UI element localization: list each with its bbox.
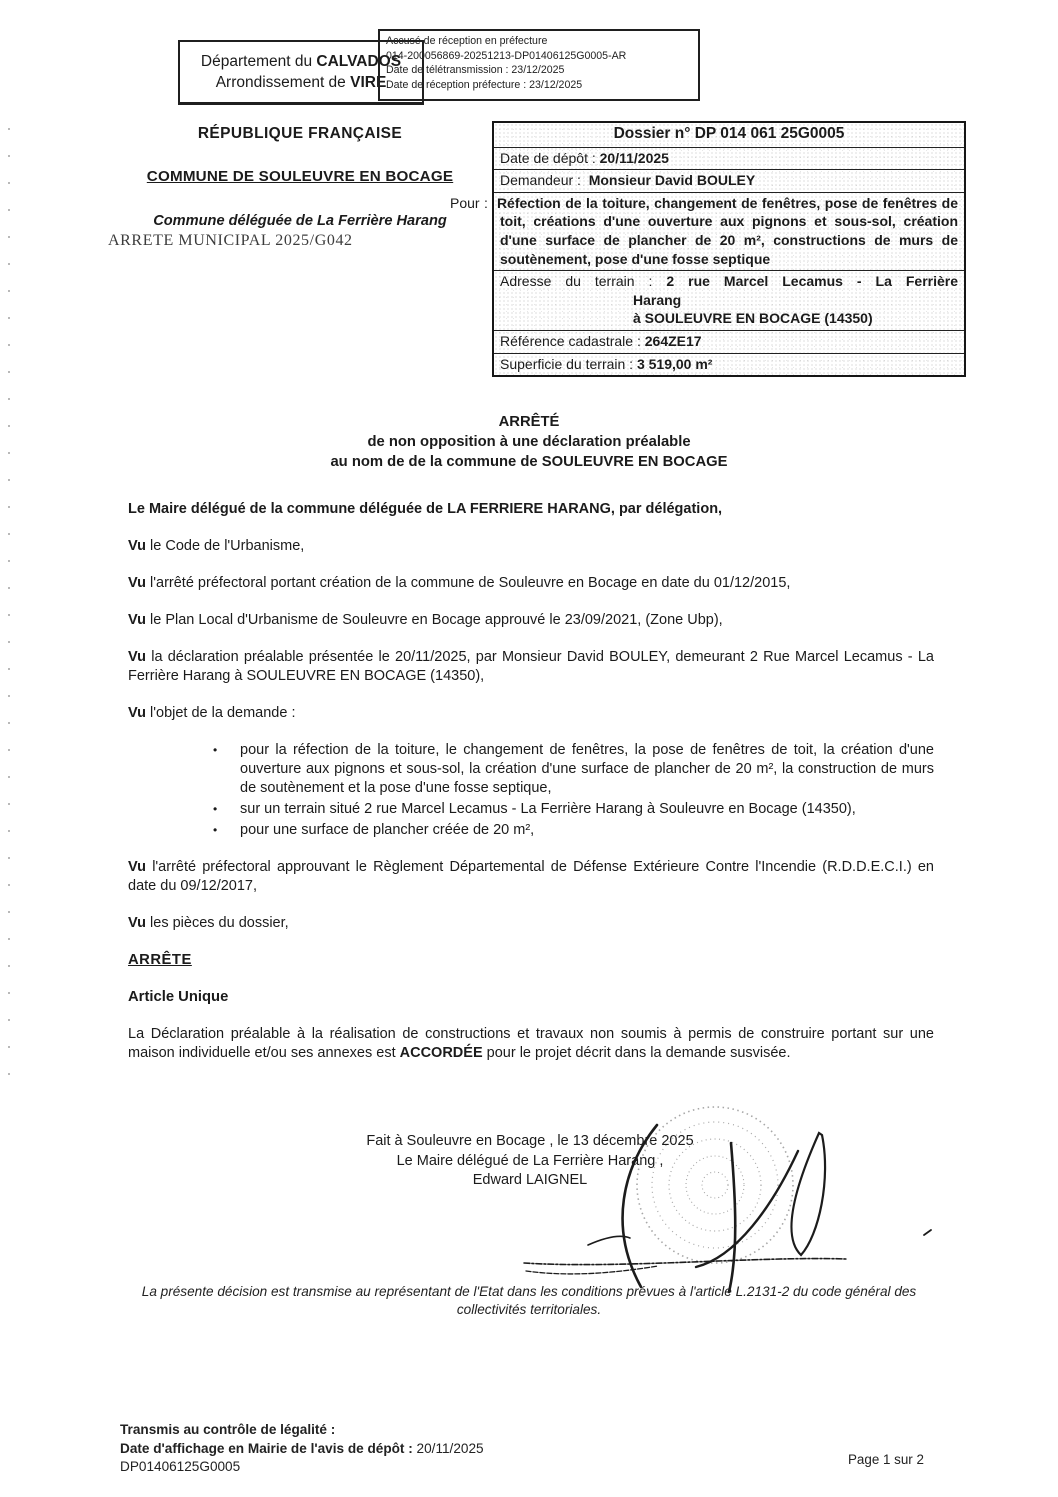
republique-francaise-title: RÉPUBLIQUE FRANÇAISE	[197, 125, 403, 142]
arrondissement-line: Arrondissement de VIRE	[215, 74, 387, 91]
dossier-demandeur: Demandeur : Monsieur David BOULEY	[494, 169, 964, 192]
arrete-title: ARRÊTÉ	[498, 414, 560, 430]
prefecture-receipt-box	[378, 29, 700, 101]
receipt-reception-date: Date de réception préfecture : 23/12/2025	[386, 78, 583, 91]
dossier-adresse-terrain	[494, 270, 964, 330]
arrete-subtitle-2: au nom de de la commune de SOULEUVRE EN BOCAGE	[330, 454, 728, 470]
bullet-icon: •	[213, 823, 218, 837]
dossier-reference-cadastrale: Référence cadastrale : 264ZE17	[494, 330, 964, 353]
stamp-and-signature	[510, 1095, 960, 1300]
signature-strokes-icon	[524, 1125, 931, 1292]
receipt-reference: 014-200056869-20251213-DP01406125G0005-AR	[386, 49, 627, 62]
paragraph-maire: Le Maire délégué de la commune déléguée de LA FERRIERE HARANG, par délégation,	[128, 501, 723, 517]
dossier-objet: Pour : Réfection de la toiture, changement de fenêtres, pose de fenêtres de toit, créations d'une ouverture aux pignons et sous-sol, création d'une surface de plancher de 20 m², constructions de murs de soutènement, pose d'une fosse septique	[494, 192, 964, 270]
arrete-subtitle-1: de non opposition à une déclaration préalable	[367, 434, 691, 450]
bullet-icon: •	[213, 802, 218, 816]
commune-title: COMMUNE DE SOULEUVRE EN BOCAGE	[146, 168, 454, 185]
round-stamp-icon	[637, 1107, 793, 1263]
footer-affichage-date: Date d'affichage en Mairie de l'avis de dépôt : 20/11/2025	[120, 1440, 484, 1456]
paragraph-vu-4: Vu la déclaration préalable présentée le 20/11/2025, par Monsieur David BOULEY, demeurant 2 Rue Marcel Lecamus - La Ferrière Harang à SOULEUVRE EN BOCAGE (14350),	[128, 649, 934, 684]
adresse-line1: Adresse du terrain : 2 rue Marcel Lecamus - La Ferrière	[500, 273, 959, 290]
receipt-teletransmission-date: Date de télétransmission : 23/12/2025	[386, 64, 565, 77]
list-item: • sur un terrain situé 2 rue Marcel Lecamus - La Ferrière Harang à Souleuvre en Bocage (14350),	[213, 801, 856, 817]
paragraph-vu-7: Vu les pièces du dossier,	[128, 915, 289, 931]
arrete-main-heading	[0, 412, 1058, 472]
list-item: • pour la réfection de la toiture, le changement de fenêtres, la pose de fenêtres de toit, la création d'une ouverture aux pignons et sous-sol, la création d'une surface de plancher de 20 m², la construction de murs de soutènement et la pose d'une fosse septique,	[213, 742, 934, 796]
dossier-number: Dossier n° DP 014 061 25G0005	[613, 125, 845, 142]
signature-function: Le Maire délégué de La Ferrière Harang ,	[396, 1152, 664, 1169]
left-heading-column	[108, 125, 492, 250]
paragraph-article-unique: La Déclaration préalable à la réalisation de constructions et travaux non soumis à permis de construire portant sur une maison individuelle et/ou ses annexes est ACCORDÉE pour le projet décrit dans la demande susvisée.	[128, 1026, 934, 1061]
footer-block	[120, 1421, 484, 1477]
dossier-superficie: Superficie du terrain : 3 519,00 m²	[494, 353, 964, 376]
page-number: Page 1 sur 2	[848, 1452, 924, 1467]
transmission-note: La présente décision est transmise au représentant de l'Etat dans les conditions prévues à l'article L.2131-2 du code général des collectivités territoriales.	[141, 1284, 917, 1317]
footer-controle-legalite: Transmis au contrôle de légalité :	[120, 1422, 336, 1437]
paragraph-vu-5: Vu l'objet de la demande :	[128, 705, 296, 721]
footer-dossier-ref: DP01406125G0005	[120, 1459, 241, 1474]
paragraph-vu-3: Vu le Plan Local d'Urbanisme de Souleuvre en Bocage approuvé le 23/09/2021, (Zone Ubp),	[128, 612, 723, 628]
department-line: Département du CALVADOS	[200, 53, 402, 70]
dossier-date-depot: Date de dépôt : 20/11/2025	[494, 147, 964, 170]
signature-name: Edward LAIGNEL	[472, 1172, 588, 1188]
adresse-line3: à SOULEUVRE EN BOCAGE (14350)	[633, 310, 873, 327]
paragraph-vu-2: Vu l'arrêté préfectoral portant création de la commune de Souleuvre en Bocage en date du 01/12/2015,	[128, 575, 791, 591]
arrete-section-heading: ARRÊTE	[128, 952, 192, 968]
signature-place-date: Fait à Souleuvre en Bocage , le 13 décembre 2025	[366, 1133, 694, 1149]
paragraph-vu-6: Vu l'arrêté préfectoral approuvant le Règlement Départemental de Défense Extérieure Contre l'Incendie (R.D.D.E.C.I.) en date du 09/12/2017,	[128, 859, 934, 894]
dossier-table	[450, 121, 966, 377]
scan-artifact-dots	[8, 128, 10, 1078]
paragraph-vu-1: Vu le Code de l'Urbanisme,	[128, 538, 305, 554]
document-body	[128, 500, 934, 1081]
receipt-title: Accusé de réception en préfecture	[386, 35, 548, 47]
adresse-line2: Harang	[633, 291, 682, 308]
arrete-municipal-reference: ARRETE MUNICIPAL 2025/G042	[108, 232, 353, 249]
article-unique-heading: Article Unique	[128, 989, 229, 1005]
commune-deleguee-subtitle: Commune déléguée de La Ferrière Harang	[153, 213, 447, 229]
demande-bullet-list	[128, 741, 934, 840]
list-item: • pour une surface de plancher créée de 20 m²,	[213, 822, 535, 838]
bullet-icon: •	[213, 743, 218, 757]
